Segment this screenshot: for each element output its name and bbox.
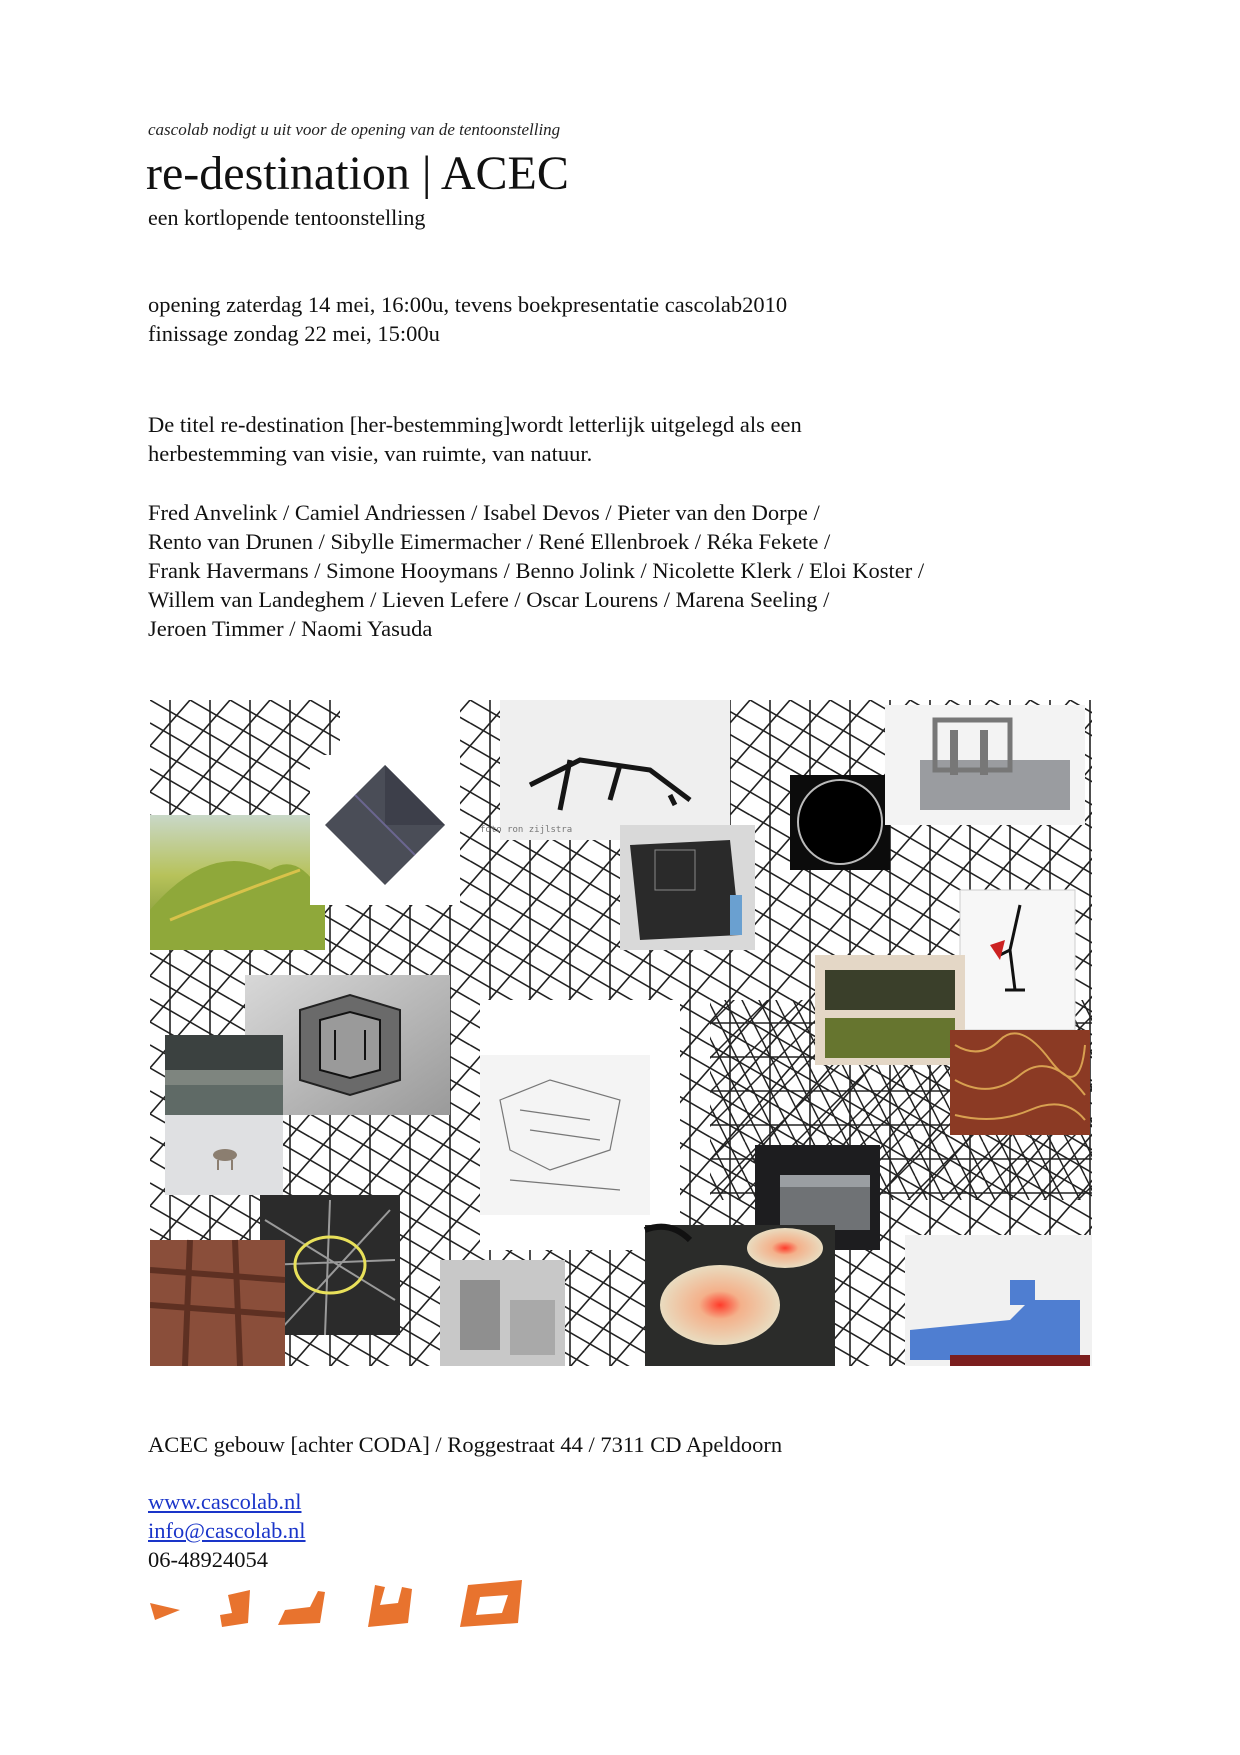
description-block xyxy=(148,410,802,468)
opening-date: opening zaterdag 14 mei, 16:00u, tevens boekpresentatie cascolab2010 xyxy=(148,292,788,317)
artwork-glowing-discs xyxy=(645,1225,835,1366)
address-block xyxy=(148,1430,782,1459)
artwork-diamond xyxy=(310,755,460,905)
email-link[interactable]: info@cascolab.nl xyxy=(148,1518,306,1543)
artwork-wooden-planks xyxy=(150,1240,285,1366)
artwork-landscape xyxy=(150,815,325,950)
artists-line: Jeroen Timmer / Naomi Yasuda xyxy=(148,616,433,641)
artwork-blue-abstract xyxy=(905,1235,1092,1366)
finissage-date: finissage zondag 22 mei, 15:00u xyxy=(148,321,440,346)
artists-line: Frank Havermans / Simone Hooymans / Benno Jolink / Nicolette Klerk / Eloi Koster / xyxy=(148,558,925,583)
artwork-snow-deer xyxy=(165,1115,283,1195)
artwork-waterscape xyxy=(165,1035,283,1115)
artists-line: Willem van Landeghem / Lieven Lefere / Oscar Lourens / Marena Seeling / xyxy=(148,587,830,612)
artwork-black-panel xyxy=(620,825,755,950)
artwork-red-texture xyxy=(950,1030,1090,1135)
artwork-architectural-sketch xyxy=(480,1055,650,1215)
description-line: herbestemming van visie, van ruimte, van natuur. xyxy=(148,441,593,466)
description-line: De titel re-destination [her-bestemming]wordt letterlijk uitgelegd als een xyxy=(148,412,802,437)
exhibition-title: re-destination | ACEC xyxy=(146,147,569,200)
phone-number: 06-48924054 xyxy=(148,1547,268,1572)
website-link[interactable]: www.cascolab.nl xyxy=(148,1489,302,1514)
invitation-line: cascolab nodigt u uit voor de opening van de tentoonstelling xyxy=(148,120,561,139)
artists-block xyxy=(148,498,924,643)
artwork-collage xyxy=(150,700,1092,1366)
artwork-black-circle xyxy=(790,775,890,870)
photo-credit: foto ron zijlstra xyxy=(480,825,573,835)
venue-address: ACEC gebouw [achter CODA] / Roggestraat 44 / 7311 CD Apeldoorn xyxy=(148,1432,783,1457)
artwork-black-sculpture xyxy=(480,700,730,840)
artists-line: Fred Anvelink / Camiel Andriessen / Isabel Devos / Pieter van den Dorpe / xyxy=(148,500,820,525)
contact-block xyxy=(148,1487,306,1574)
artwork-figure-drawing xyxy=(960,890,1075,1030)
artwork-concrete-room xyxy=(440,1260,565,1366)
exhibition-subtitle: een kortlopende tentoonstelling xyxy=(148,205,426,230)
cascolab-logo xyxy=(150,1575,530,1635)
dates-block xyxy=(148,290,787,348)
artwork-grey-model-building xyxy=(885,705,1085,825)
artists-line: Rento van Drunen / Sibylle Eimermacher / René Ellenbroek / Réka Fekete / xyxy=(148,529,831,554)
artwork-wooden-box xyxy=(815,955,965,1065)
